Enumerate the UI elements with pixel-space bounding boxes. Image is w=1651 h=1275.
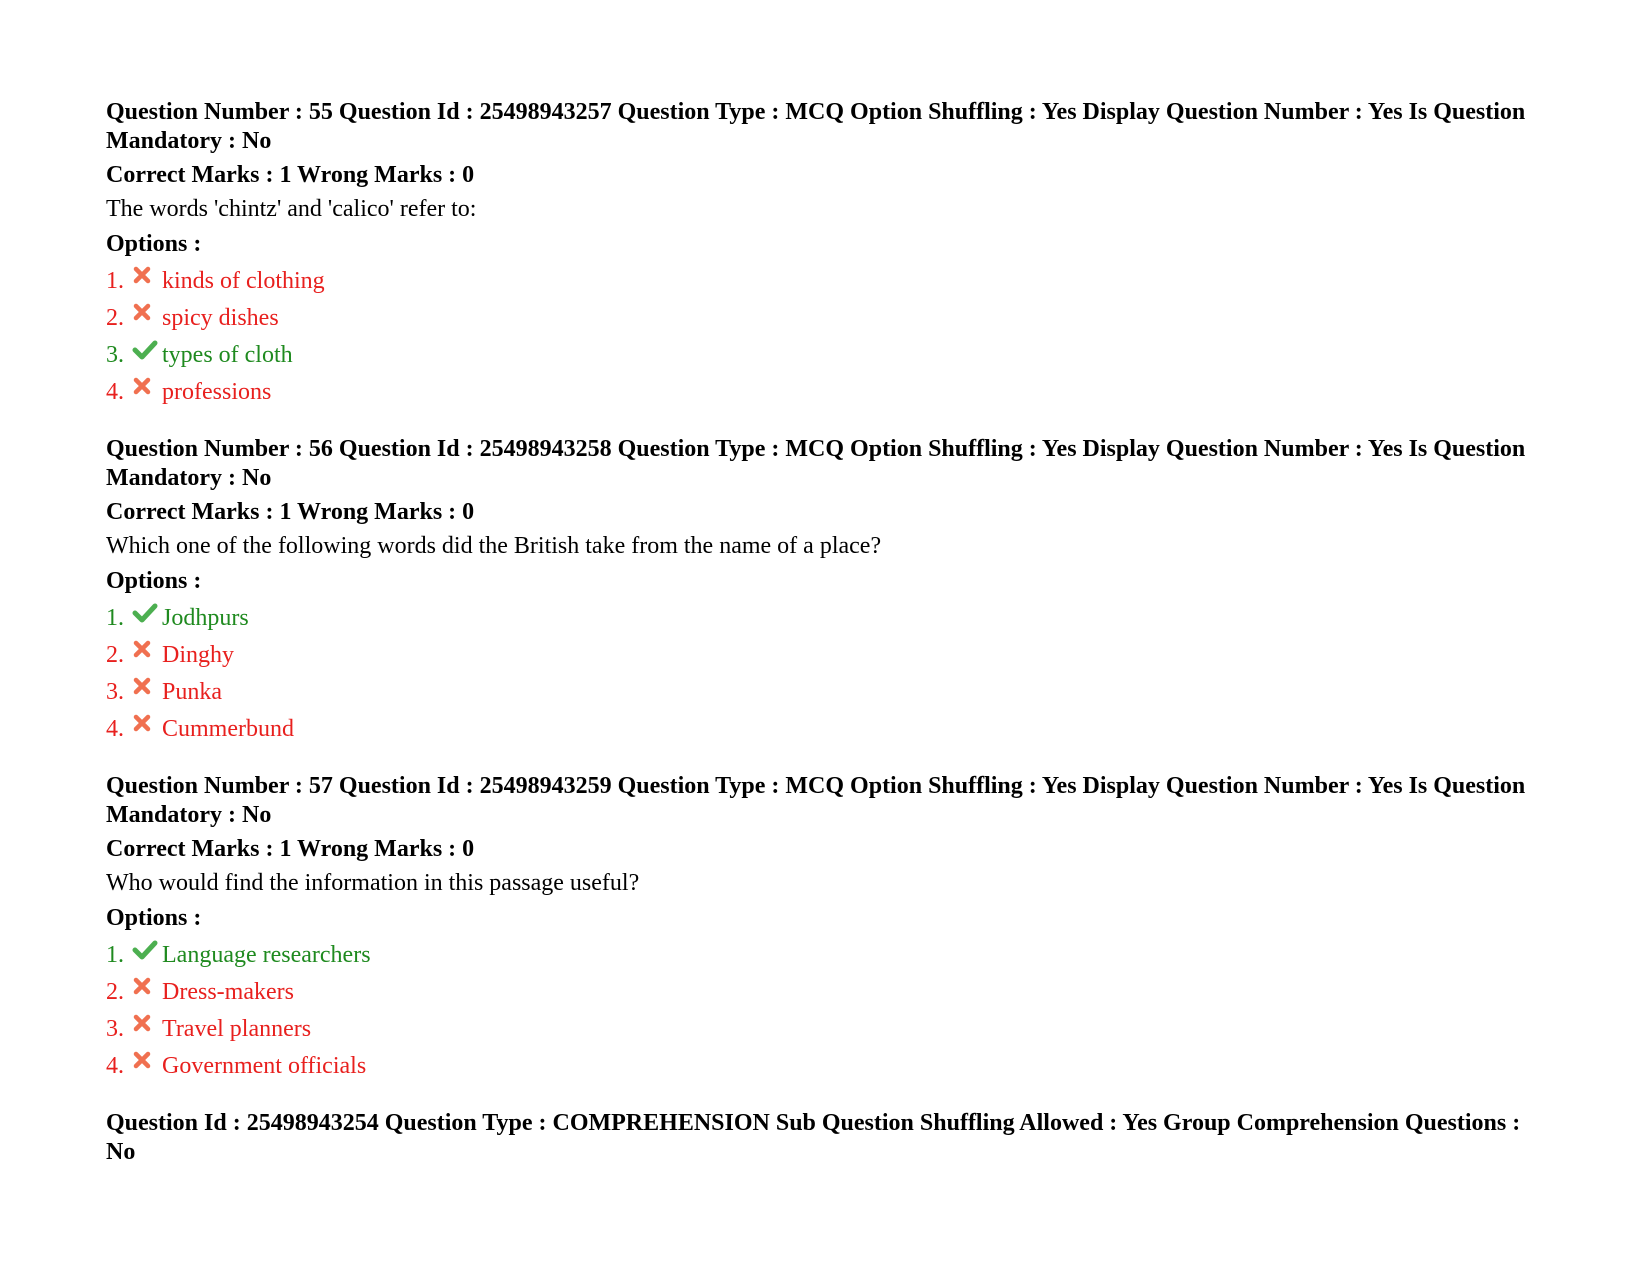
comprehension-header: Question Id : 25498943254 Question Type : COMPREHENSION Sub Question Shuffling Allowed : Yes Group Comprehension Questions : No (106, 1110, 1521, 1165)
option-text: types of cloth (162, 342, 293, 368)
question-header: Question Number : 55 Question Id : 25498943257 Question Type : MCQ Option Shuffling : Yes Display Question Number : Yes Is Question Mandatory : No (106, 99, 1526, 154)
option-number: 4. (106, 1053, 124, 1079)
question-header: Question Number : 56 Question Id : 25498943258 Question Type : MCQ Option Shuffling : Yes Display Question Number : Yes Is Question Mandatory : No (106, 436, 1526, 491)
option-number: 2. (106, 305, 124, 331)
options-label: Options : (106, 905, 202, 931)
options-label: Options : (106, 568, 202, 594)
option-number: 4. (106, 379, 124, 405)
option-text: Government officials (162, 1053, 367, 1079)
option-text: Punka (162, 679, 222, 705)
option-text: Language researchers (162, 942, 371, 968)
question-marks: Correct Marks : 1 Wrong Marks : 0 (106, 836, 475, 862)
cross-icon (132, 267, 162, 291)
option-text: Jodhpurs (162, 605, 249, 631)
option-item (106, 267, 1546, 296)
option-text: Cummerbund (162, 716, 294, 742)
option-number: 2. (106, 642, 124, 668)
option-item (106, 641, 1546, 670)
question-text: Which one of the following words did the British take from the name of a place? (106, 533, 882, 559)
option-text: spicy dishes (162, 305, 279, 331)
option-number: 1. (106, 268, 124, 294)
option-item (106, 1052, 1546, 1081)
question-paper (106, 98, 1546, 1167)
check-icon (132, 341, 162, 365)
question-header: Question Number : 57 Question Id : 25498943259 Question Type : MCQ Option Shuffling : Yes Display Question Number : Yes Is Question Mandatory : No (106, 773, 1526, 828)
check-icon (132, 941, 162, 965)
option-item (106, 378, 1546, 407)
option-text: Travel planners (162, 1016, 312, 1042)
option-text: kinds of clothing (162, 268, 325, 294)
option-number: 3. (106, 679, 124, 705)
option-item (106, 341, 1546, 370)
cross-icon (132, 304, 162, 328)
option-item (106, 1015, 1546, 1044)
question-block-57 (106, 772, 1546, 1081)
question-block-55 (106, 98, 1546, 407)
option-item (106, 978, 1546, 1007)
option-text: Dress-makers (162, 979, 294, 1005)
cross-icon (132, 715, 162, 739)
question-block-56 (106, 435, 1546, 744)
option-number: 1. (106, 605, 124, 631)
question-marks: Correct Marks : 1 Wrong Marks : 0 (106, 499, 475, 525)
option-number: 4. (106, 716, 124, 742)
question-text: The words 'chintz' and 'calico' refer to: (106, 196, 477, 222)
option-number: 2. (106, 979, 124, 1005)
options-label: Options : (106, 231, 202, 257)
option-number: 1. (106, 942, 124, 968)
option-number: 3. (106, 1016, 124, 1042)
cross-icon (132, 378, 162, 402)
option-item (106, 941, 1546, 970)
option-text: professions (162, 379, 272, 405)
question-marks: Correct Marks : 1 Wrong Marks : 0 (106, 162, 475, 188)
cross-icon (132, 1052, 162, 1076)
cross-icon (132, 978, 162, 1002)
cross-icon (132, 678, 162, 702)
check-icon (132, 604, 162, 628)
question-text: Who would find the information in this passage useful? (106, 870, 640, 896)
cross-icon (132, 641, 162, 665)
option-number: 3. (106, 342, 124, 368)
option-item (106, 678, 1546, 707)
option-item (106, 604, 1546, 633)
option-text: Dinghy (162, 642, 234, 668)
option-item (106, 715, 1546, 744)
cross-icon (132, 1015, 162, 1039)
option-item (106, 304, 1546, 333)
